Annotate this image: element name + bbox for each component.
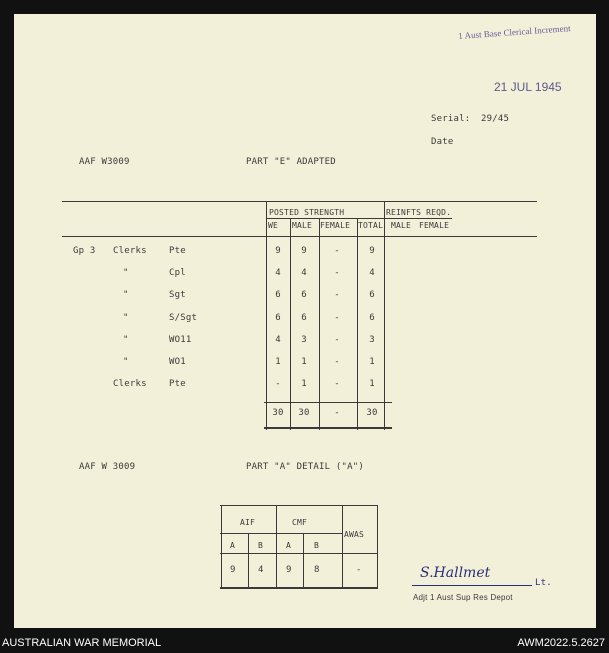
cmf-b-header: B [314, 541, 320, 550]
detail-bottom-rule [220, 587, 378, 589]
footer-accession-number: AWM2022.5.2627 [517, 637, 605, 649]
cmf-a-value: 9 [286, 565, 292, 575]
detail-col-divider [303, 533, 304, 589]
row-category: " [123, 313, 129, 323]
col-divider [319, 218, 320, 430]
row-rank: Sgt [169, 290, 186, 300]
cmf-b-value: 8 [314, 565, 320, 575]
table-bottom-rule [264, 427, 392, 429]
aif-b-value: 4 [258, 565, 264, 575]
cell-female: - [334, 246, 340, 256]
cell-we: - [275, 379, 281, 389]
row-rank: Pte [169, 379, 186, 389]
total-male: 30 [298, 408, 310, 418]
date-label: Date [431, 137, 454, 147]
cell-female: - [334, 268, 340, 278]
row-rank: Pte [169, 246, 186, 256]
detail-col-divider [221, 505, 222, 589]
col-header-reinf-male: MALE [391, 221, 412, 230]
table-top-rule [62, 201, 537, 202]
row-category: " [123, 290, 129, 300]
subheader-rule [266, 218, 452, 219]
signature-title: Adjt 1 Aust Sup Res Depot [413, 593, 513, 602]
aif-header: AIF [240, 518, 256, 527]
unit-stamp: 1 Aust Base Clerical Increment [458, 23, 571, 41]
part-detail-title: PART "A" DETAIL ("A") [246, 462, 364, 472]
detail-header-rule [220, 553, 378, 554]
totals-rule [264, 402, 392, 403]
cell-total: 1 [369, 379, 375, 389]
detail-top-rule [220, 505, 378, 506]
cell-male: 6 [301, 313, 307, 323]
cell-total: 3 [369, 335, 375, 345]
cell-female: - [334, 313, 340, 323]
cell-male: 9 [301, 246, 307, 256]
cell-we: 4 [275, 335, 281, 345]
footer-institution: AUSTRALIAN WAR MEMORIAL [2, 637, 162, 649]
signature-line [412, 585, 532, 586]
cell-female: - [334, 290, 340, 300]
cell-male: 4 [301, 268, 307, 278]
cell-total: 4 [369, 268, 375, 278]
detail-col-divider [276, 505, 277, 589]
detail-col-divider [342, 505, 343, 589]
cell-total: 6 [369, 290, 375, 300]
row-group: Gp 3 [73, 246, 96, 256]
col-header-reinf-female: FEMALE [419, 221, 450, 230]
cell-total: 9 [369, 246, 375, 256]
cell-we: 6 [275, 290, 281, 300]
cell-male: 1 [301, 379, 307, 389]
row-rank: WO11 [169, 335, 192, 345]
aif-a-value: 9 [230, 565, 236, 575]
col-header-female: FEMALE [320, 221, 351, 230]
row-rank: Cpl [169, 268, 186, 278]
posted-strength-header: POSTED STRENGTH [269, 208, 345, 217]
col-header-we: WE [268, 221, 279, 230]
reinfts-header: REINFTS REQD. [386, 208, 452, 217]
awas-value: - [356, 565, 362, 575]
cmf-a-header: A [286, 541, 292, 550]
cell-male: 6 [301, 290, 307, 300]
cell-we: 6 [275, 313, 281, 323]
serial-label: Serial: [431, 114, 471, 124]
aif-a-header: A [230, 541, 236, 550]
table-header-rule [62, 236, 537, 237]
form-number-detail: AAF W 3009 [79, 462, 136, 472]
detail-col-divider [377, 505, 378, 589]
detail-mid-rule [220, 533, 342, 534]
serial-value: 29/45 [481, 114, 510, 124]
signature: S.Hallmet [420, 565, 491, 581]
date-stamp: 21 JUL 1945 [494, 80, 562, 94]
cmf-header: CMF [292, 518, 308, 527]
row-category: Clerks [113, 379, 147, 389]
row-rank: WO1 [169, 357, 186, 367]
row-category: Clerks [113, 246, 147, 256]
cell-male: 1 [301, 357, 307, 367]
form-number: AAF W3009 [79, 157, 130, 167]
cell-male: 3 [301, 335, 307, 345]
row-rank: S/Sgt [169, 313, 198, 323]
cell-we: 9 [275, 246, 281, 256]
row-category: " [123, 335, 129, 345]
total-female: - [334, 408, 340, 418]
col-divider [290, 218, 291, 430]
cell-female: - [334, 335, 340, 345]
row-category: " [123, 357, 129, 367]
cell-total: 1 [369, 357, 375, 367]
cell-total: 6 [369, 313, 375, 323]
col-divider [384, 201, 385, 430]
detail-col-divider [248, 533, 249, 589]
cell-female: - [334, 357, 340, 367]
col-divider [357, 218, 358, 430]
cell-we: 4 [275, 268, 281, 278]
awas-header: AWAS [344, 530, 365, 539]
cell-we: 1 [275, 357, 281, 367]
total-total: 30 [366, 408, 378, 418]
total-we: 30 [272, 408, 284, 418]
row-category: " [123, 268, 129, 278]
aif-b-header: B [258, 541, 264, 550]
col-header-total: TOTAL [358, 221, 384, 230]
cell-female: - [334, 379, 340, 389]
signature-rank: Lt. [535, 578, 552, 588]
col-header-male: MALE [292, 221, 313, 230]
part-title: PART "E" ADAPTED [246, 157, 336, 167]
